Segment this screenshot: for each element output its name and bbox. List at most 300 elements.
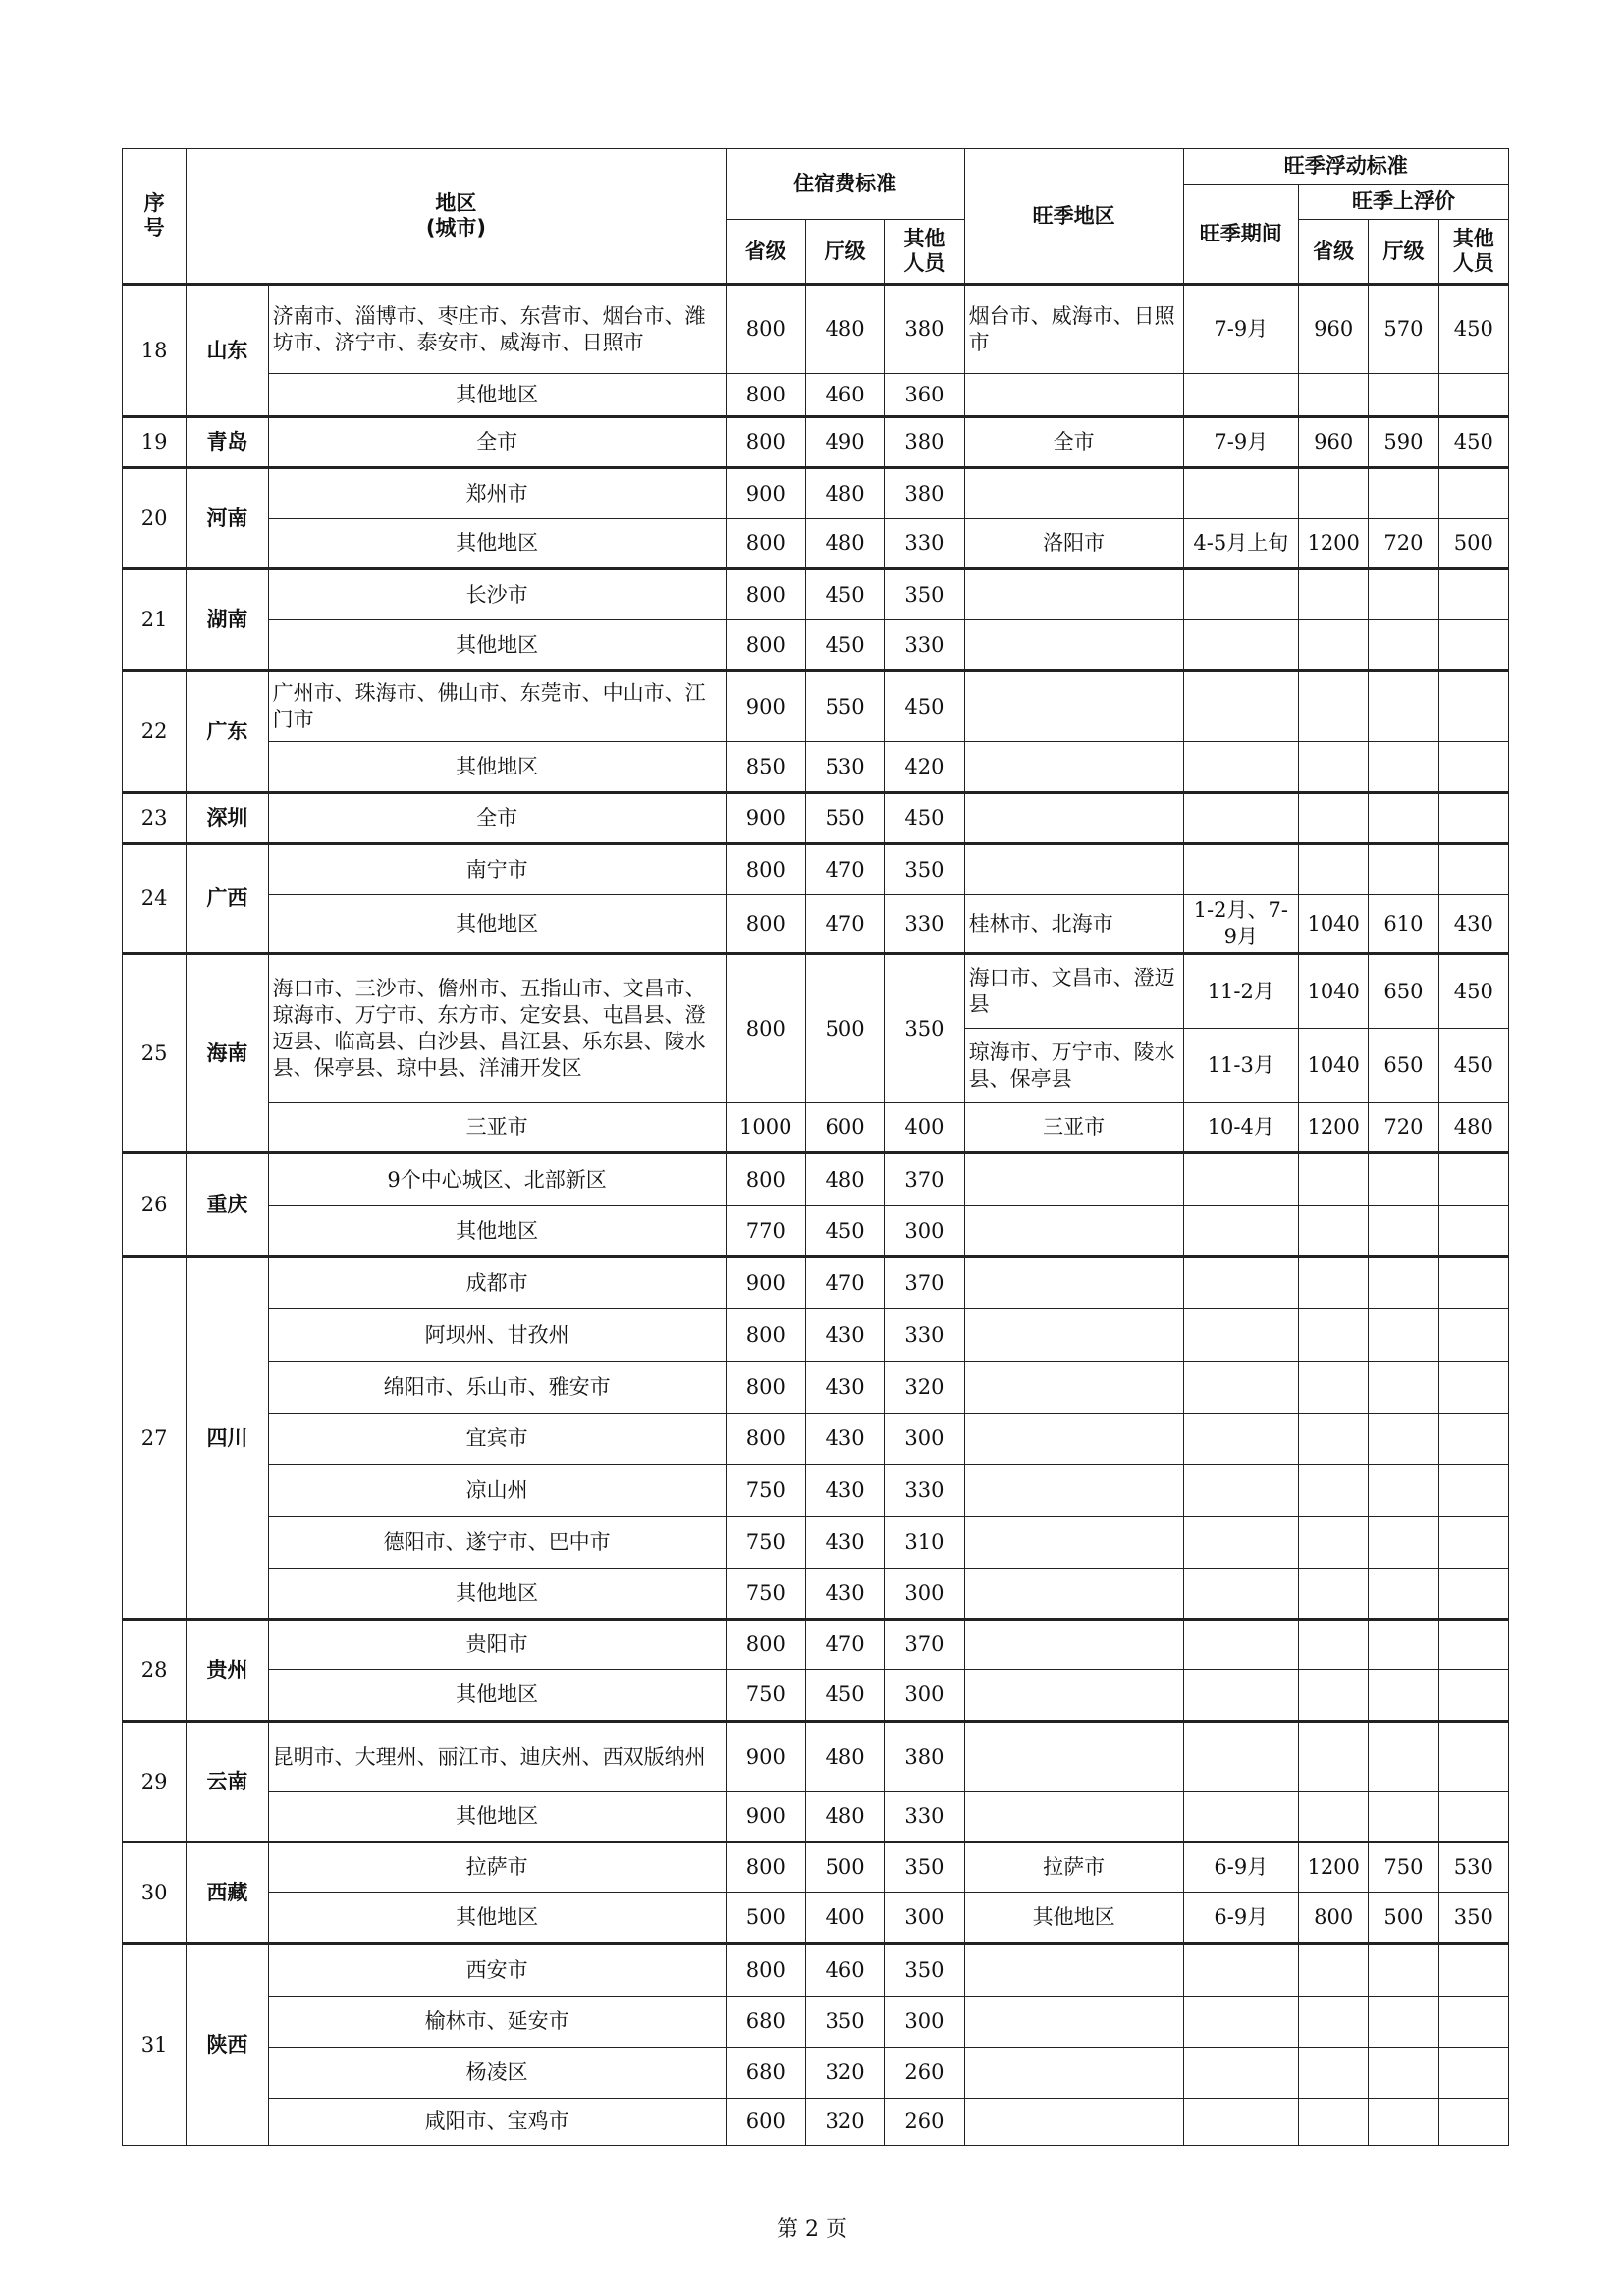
table-row: [123, 1893, 1509, 1944]
peak-region-cell: [964, 374, 1183, 417]
table-row: [123, 2048, 1509, 2099]
lodging-others-cell: 300: [885, 1997, 964, 2048]
peak-region-cell: [964, 1153, 1183, 1206]
header-provincial: 省级: [726, 220, 805, 285]
region-cell: 其他地区: [268, 374, 726, 417]
table-row: [123, 844, 1509, 895]
province-cell: 海南: [187, 954, 268, 1153]
lodging-bureau-cell: 470: [805, 895, 884, 954]
lodging-provincial-cell: 850: [726, 742, 805, 793]
lodging-bureau-cell: 530: [805, 742, 884, 793]
peak-period-cell: 11-2月: [1183, 954, 1298, 1029]
lodging-others-cell: 360: [885, 374, 964, 417]
lodging-bureau-cell: 430: [805, 1465, 884, 1517]
peak-period-cell: [1183, 1257, 1298, 1309]
region-cell: 阿坝州、甘孜州: [268, 1309, 726, 1362]
table-row: [123, 742, 1509, 793]
lodging-others-cell: 380: [885, 417, 964, 468]
province-cell: 广东: [187, 671, 268, 793]
table-row: [123, 569, 1509, 620]
peak-provincial-cell: [1299, 2048, 1369, 2099]
peak-region-cell: [964, 1257, 1183, 1309]
header-peak-markup: 旺季上浮价: [1299, 185, 1509, 220]
peak-bureau-cell: [1369, 2099, 1438, 2146]
lodging-others-cell: 350: [885, 569, 964, 620]
lodging-bureau-cell: 430: [805, 1517, 884, 1569]
lodging-bureau-cell: 470: [805, 1257, 884, 1309]
table-row: [123, 1944, 1509, 1997]
peak-provincial-cell: [1299, 1465, 1369, 1517]
peak-provincial-cell: 1040: [1299, 954, 1369, 1029]
region-cell: 其他地区: [268, 1206, 726, 1257]
peak-others-cell: [1438, 569, 1508, 620]
peak-bureau-cell: [1369, 374, 1438, 417]
lodging-bureau-cell: 450: [805, 1670, 884, 1722]
region-cell: 榆林市、延安市: [268, 1997, 726, 2048]
lodging-bureau-cell: 480: [805, 1792, 884, 1842]
header-peak-bureau: 厅级: [1369, 220, 1438, 285]
lodging-bureau-cell: 470: [805, 1620, 884, 1670]
peak-period-cell: [1183, 1153, 1298, 1206]
lodging-provincial-cell: 800: [726, 569, 805, 620]
lodging-others-cell: 300: [885, 1414, 964, 1465]
peak-region-cell: [964, 1670, 1183, 1722]
region-cell: 其他地区: [268, 1893, 726, 1944]
lodging-bureau-cell: 600: [805, 1103, 884, 1153]
peak-provincial-cell: [1299, 671, 1369, 742]
peak-region-cell: [964, 1944, 1183, 1997]
table-row: [123, 1620, 1509, 1670]
peak-bureau-cell: [1369, 468, 1438, 519]
peak-period-cell: [1183, 569, 1298, 620]
peak-bureau-cell: [1369, 1153, 1438, 1206]
peak-period-cell: [1183, 1414, 1298, 1465]
lodging-provincial-cell: 600: [726, 2099, 805, 2146]
peak-region-cell: [964, 620, 1183, 671]
province-cell: 四川: [187, 1257, 268, 1620]
peak-bureau-cell: 610: [1369, 895, 1438, 954]
peak-provincial-cell: [1299, 1309, 1369, 1362]
peak-provincial-cell: 1040: [1299, 1029, 1369, 1103]
peak-provincial-cell: [1299, 1792, 1369, 1842]
lodging-others-cell: 350: [885, 1842, 964, 1893]
lodging-others-cell: 330: [885, 895, 964, 954]
lodging-others-cell: 330: [885, 1465, 964, 1517]
lodging-bureau-cell: 550: [805, 793, 884, 844]
peak-bureau-cell: 650: [1369, 954, 1438, 1029]
peak-provincial-cell: [1299, 1944, 1369, 1997]
peak-bureau-cell: [1369, 1569, 1438, 1620]
lodging-provincial-cell: 900: [726, 1792, 805, 1842]
lodging-bureau-cell: 430: [805, 1414, 884, 1465]
province-cell: 深圳: [187, 793, 268, 844]
lodging-provincial-cell: 680: [726, 2048, 805, 2099]
peak-others-cell: [1438, 1362, 1508, 1414]
lodging-bureau-cell: 320: [805, 2099, 884, 2146]
lodging-bureau-cell: 450: [805, 620, 884, 671]
lodging-others-cell: 260: [885, 2099, 964, 2146]
peak-provincial-cell: [1299, 1670, 1369, 1722]
lodging-provincial-cell: 800: [726, 1842, 805, 1893]
peak-provincial-cell: [1299, 468, 1369, 519]
lodging-provincial-cell: 800: [726, 519, 805, 569]
lodging-provincial-cell: 900: [726, 468, 805, 519]
lodging-others-cell: 330: [885, 1792, 964, 1842]
peak-region-cell: 三亚市: [964, 1103, 1183, 1153]
table-row: [123, 519, 1509, 569]
peak-bureau-cell: 650: [1369, 1029, 1438, 1103]
lodging-bureau-cell: 490: [805, 417, 884, 468]
peak-bureau-cell: [1369, 1620, 1438, 1670]
peak-others-cell: [1438, 1792, 1508, 1842]
lodging-standard-table: [122, 148, 1509, 2146]
peak-period-cell: [1183, 1465, 1298, 1517]
table-row: [123, 2099, 1509, 2146]
peak-others-cell: [1438, 1670, 1508, 1722]
table-row: [123, 1517, 1509, 1569]
peak-others-cell: [1438, 1257, 1508, 1309]
lodging-others-cell: 370: [885, 1257, 964, 1309]
lodging-provincial-cell: 800: [726, 374, 805, 417]
table-row: [123, 1309, 1509, 1362]
lodging-others-cell: 450: [885, 671, 964, 742]
lodging-bureau-cell: 480: [805, 1153, 884, 1206]
peak-bureau-cell: [1369, 671, 1438, 742]
province-cell: 山东: [187, 285, 268, 417]
lodging-provincial-cell: 680: [726, 1997, 805, 2048]
lodging-provincial-cell: 770: [726, 1206, 805, 1257]
peak-provincial-cell: [1299, 1569, 1369, 1620]
peak-period-cell: [1183, 671, 1298, 742]
peak-bureau-cell: [1369, 844, 1438, 895]
peak-bureau-cell: [1369, 1792, 1438, 1842]
header-peak-period: 旺季期间: [1183, 185, 1298, 285]
peak-bureau-cell: 720: [1369, 1103, 1438, 1153]
lodging-bureau-cell: 460: [805, 374, 884, 417]
lodging-others-cell: 310: [885, 1517, 964, 1569]
lodging-provincial-cell: 800: [726, 417, 805, 468]
header-region: 地区 (城市): [187, 149, 726, 285]
peak-provincial-cell: [1299, 374, 1369, 417]
peak-provincial-cell: [1299, 1517, 1369, 1569]
lodging-provincial-cell: 800: [726, 1620, 805, 1670]
header-bureau: 厅级: [805, 220, 884, 285]
region-cell: 昆明市、大理州、丽江市、迪庆州、西双版纳州: [268, 1722, 726, 1792]
peak-others-cell: 530: [1438, 1842, 1508, 1893]
peak-period-cell: 6-9月: [1183, 1842, 1298, 1893]
table-row: [123, 1792, 1509, 1842]
region-cell: 西安市: [268, 1944, 726, 1997]
peak-provincial-cell: [1299, 742, 1369, 793]
peak-others-cell: [1438, 1944, 1508, 1997]
lodging-bureau-cell: 450: [805, 569, 884, 620]
lodging-others-cell: 400: [885, 1103, 964, 1153]
lodging-provincial-cell: 800: [726, 285, 805, 374]
peak-bureau-cell: [1369, 569, 1438, 620]
header-others: 其他 人员: [885, 220, 964, 285]
lodging-provincial-cell: 800: [726, 1153, 805, 1206]
province-cell: 云南: [187, 1722, 268, 1842]
peak-provincial-cell: 1200: [1299, 1842, 1369, 1893]
lodging-provincial-cell: 900: [726, 671, 805, 742]
peak-bureau-cell: [1369, 1414, 1438, 1465]
lodging-others-cell: 260: [885, 2048, 964, 2099]
region-cell: 9个中心城区、北部新区: [268, 1153, 726, 1206]
peak-region-cell: [964, 1206, 1183, 1257]
lodging-bureau-cell: 480: [805, 1722, 884, 1792]
lodging-others-cell: 300: [885, 1206, 964, 1257]
peak-period-cell: [1183, 844, 1298, 895]
peak-bureau-cell: [1369, 793, 1438, 844]
region-cell: 其他地区: [268, 1569, 726, 1620]
lodging-provincial-cell: 800: [726, 844, 805, 895]
peak-bureau-cell: [1369, 1517, 1438, 1569]
table-row: [123, 417, 1509, 468]
lodging-provincial-cell: 800: [726, 1309, 805, 1362]
peak-provincial-cell: [1299, 1206, 1369, 1257]
peak-others-cell: [1438, 1517, 1508, 1569]
peak-others-cell: 450: [1438, 285, 1508, 374]
peak-others-cell: [1438, 374, 1508, 417]
table-row: [123, 895, 1509, 954]
region-cell: 全市: [268, 793, 726, 844]
lodging-bureau-cell: 500: [805, 1842, 884, 1893]
lodging-others-cell: 380: [885, 468, 964, 519]
peak-bureau-cell: 590: [1369, 417, 1438, 468]
lodging-others-cell: 300: [885, 1893, 964, 1944]
lodging-bureau-cell: 430: [805, 1362, 884, 1414]
peak-others-cell: 480: [1438, 1103, 1508, 1153]
peak-bureau-cell: [1369, 1362, 1438, 1414]
seq-cell: 25: [123, 954, 187, 1153]
peak-period-cell: [1183, 468, 1298, 519]
peak-period-cell: [1183, 374, 1298, 417]
lodging-others-cell: 350: [885, 844, 964, 895]
table-row: [123, 1206, 1509, 1257]
peak-others-cell: [1438, 1569, 1508, 1620]
region-cell: 其他地区: [268, 1792, 726, 1842]
region-cell: 其他地区: [268, 519, 726, 569]
peak-region-cell: 桂林市、北海市: [964, 895, 1183, 954]
table-row: [123, 793, 1509, 844]
peak-region-cell: [964, 1362, 1183, 1414]
peak-provincial-cell: [1299, 1414, 1369, 1465]
peak-others-cell: 350: [1438, 1893, 1508, 1944]
region-cell: 长沙市: [268, 569, 726, 620]
peak-region-cell: [964, 793, 1183, 844]
region-cell: 凉山州: [268, 1465, 726, 1517]
lodging-bureau-cell: 480: [805, 468, 884, 519]
peak-provincial-cell: 1200: [1299, 1103, 1369, 1153]
peak-bureau-cell: [1369, 620, 1438, 671]
peak-bureau-cell: [1369, 1206, 1438, 1257]
peak-others-cell: [1438, 1722, 1508, 1792]
lodging-others-cell: 300: [885, 1569, 964, 1620]
peak-period-cell: [1183, 620, 1298, 671]
province-cell: 贵州: [187, 1620, 268, 1722]
region-cell: 南宁市: [268, 844, 726, 895]
region-cell: 其他地区: [268, 895, 726, 954]
lodging-bureau-cell: 470: [805, 844, 884, 895]
peak-region-cell: 洛阳市: [964, 519, 1183, 569]
peak-provincial-cell: [1299, 793, 1369, 844]
lodging-bureau-cell: 350: [805, 1997, 884, 2048]
peak-region-cell: [964, 1722, 1183, 1792]
peak-others-cell: [1438, 1309, 1508, 1362]
lodging-others-cell: 330: [885, 519, 964, 569]
peak-provincial-cell: [1299, 620, 1369, 671]
region-cell: 三亚市: [268, 1103, 726, 1153]
peak-period-cell: [1183, 1792, 1298, 1842]
peak-period-cell: 1-2月、7-9月: [1183, 895, 1298, 954]
peak-bureau-cell: [1369, 1944, 1438, 1997]
table-row: [123, 1722, 1509, 1792]
peak-bureau-cell: [1369, 1997, 1438, 2048]
peak-provincial-cell: 1200: [1299, 519, 1369, 569]
peak-others-cell: [1438, 620, 1508, 671]
peak-region-cell: [964, 1620, 1183, 1670]
peak-provincial-cell: [1299, 1362, 1369, 1414]
peak-period-cell: [1183, 1309, 1298, 1362]
header-peak-float-standard: 旺季浮动标准: [1183, 149, 1508, 185]
lodging-bureau-cell: 430: [805, 1309, 884, 1362]
peak-period-cell: 4-5月上旬: [1183, 519, 1298, 569]
province-cell: 西藏: [187, 1842, 268, 1944]
peak-region-cell: [964, 671, 1183, 742]
peak-bureau-cell: [1369, 1465, 1438, 1517]
lodging-provincial-cell: 900: [726, 1722, 805, 1792]
lodging-bureau-cell: 550: [805, 671, 884, 742]
peak-period-cell: [1183, 793, 1298, 844]
peak-region-cell: [964, 2099, 1183, 2146]
peak-period-cell: [1183, 1722, 1298, 1792]
region-cell: 成都市: [268, 1257, 726, 1309]
peak-region-cell: [964, 1414, 1183, 1465]
region-cell: 贵阳市: [268, 1620, 726, 1670]
region-cell: 其他地区: [268, 742, 726, 793]
peak-period-cell: [1183, 1569, 1298, 1620]
lodging-bureau-cell: 500: [805, 954, 884, 1103]
peak-region-cell: [964, 1465, 1183, 1517]
peak-period-cell: [1183, 2099, 1298, 2146]
lodging-bureau-cell: 460: [805, 1944, 884, 1997]
peak-provincial-cell: [1299, 569, 1369, 620]
table-row: [123, 374, 1509, 417]
peak-region-cell: [964, 2048, 1183, 2099]
region-cell: 咸阳市、宝鸡市: [268, 2099, 726, 2146]
peak-region-cell: [964, 1997, 1183, 2048]
lodging-provincial-cell: 750: [726, 1465, 805, 1517]
seq-cell: 30: [123, 1842, 187, 1944]
peak-bureau-cell: [1369, 742, 1438, 793]
lodging-provincial-cell: 750: [726, 1517, 805, 1569]
header-peak-provincial: 省级: [1299, 220, 1369, 285]
lodging-provincial-cell: 750: [726, 1569, 805, 1620]
peak-others-cell: [1438, 844, 1508, 895]
peak-region-cell: 全市: [964, 417, 1183, 468]
lodging-others-cell: 330: [885, 1309, 964, 1362]
peak-region-cell: 海口市、文昌市、澄迈县: [964, 954, 1183, 1029]
lodging-provincial-cell: 900: [726, 1257, 805, 1309]
lodging-provincial-cell: 800: [726, 1944, 805, 1997]
lodging-others-cell: 450: [885, 793, 964, 844]
peak-bureau-cell: 500: [1369, 1893, 1438, 1944]
lodging-others-cell: 330: [885, 620, 964, 671]
lodging-provincial-cell: 750: [726, 1670, 805, 1722]
region-cell: 宜宾市: [268, 1414, 726, 1465]
peak-others-cell: 450: [1438, 417, 1508, 468]
peak-provincial-cell: [1299, 844, 1369, 895]
seq-cell: 23: [123, 793, 187, 844]
peak-period-cell: [1183, 1997, 1298, 2048]
region-cell: 海口市、三沙市、儋州市、五指山市、文昌市、琼海市、万宁市、东方市、定安县、屯昌县、澄迈县、临高县、白沙县、昌江县、乐东县、陵水县、保亭县、琼中县、洋浦开发区: [268, 954, 726, 1103]
lodging-bureau-cell: 430: [805, 1569, 884, 1620]
peak-provincial-cell: [1299, 1722, 1369, 1792]
peak-others-cell: 500: [1438, 519, 1508, 569]
peak-region-cell: 琼海市、万宁市、陵水县、保亭县: [964, 1029, 1183, 1103]
peak-period-cell: [1183, 1206, 1298, 1257]
peak-region-cell: [964, 468, 1183, 519]
table-row: [123, 285, 1509, 374]
peak-period-cell: [1183, 1944, 1298, 1997]
table-row: [123, 1842, 1509, 1893]
region-cell: 全市: [268, 417, 726, 468]
peak-others-cell: [1438, 1997, 1508, 2048]
lodging-provincial-cell: 900: [726, 793, 805, 844]
peak-others-cell: 450: [1438, 1029, 1508, 1103]
lodging-others-cell: 370: [885, 1153, 964, 1206]
lodging-others-cell: 350: [885, 954, 964, 1103]
lodging-bureau-cell: 400: [805, 1893, 884, 1944]
lodging-others-cell: 370: [885, 1620, 964, 1670]
table-row: [123, 1103, 1509, 1153]
lodging-provincial-cell: 500: [726, 1893, 805, 1944]
lodging-provincial-cell: 800: [726, 1362, 805, 1414]
peak-region-cell: [964, 1517, 1183, 1569]
header-peak-others: 其他 人员: [1438, 220, 1508, 285]
table-row: [123, 468, 1509, 519]
province-cell: 广西: [187, 844, 268, 954]
peak-region-cell: [964, 1569, 1183, 1620]
peak-period-cell: [1183, 1620, 1298, 1670]
region-cell: 广州市、珠海市、佛山市、东莞市、中山市、江门市: [268, 671, 726, 742]
region-cell: 济南市、淄博市、枣庄市、东营市、烟台市、潍坊市、济宁市、泰安市、威海市、日照市: [268, 285, 726, 374]
header-peak-region: 旺季地区: [964, 149, 1183, 285]
province-cell: 重庆: [187, 1153, 268, 1257]
seq-cell: 24: [123, 844, 187, 954]
peak-provincial-cell: [1299, 1257, 1369, 1309]
table-row: [123, 1362, 1509, 1414]
lodging-bureau-cell: 480: [805, 285, 884, 374]
lodging-bureau-cell: 320: [805, 2048, 884, 2099]
peak-period-cell: 7-9月: [1183, 417, 1298, 468]
lodging-others-cell: 320: [885, 1362, 964, 1414]
seq-cell: 26: [123, 1153, 187, 1257]
lodging-provincial-cell: 800: [726, 895, 805, 954]
peak-others-cell: [1438, 468, 1508, 519]
peak-provincial-cell: 960: [1299, 417, 1369, 468]
peak-others-cell: [1438, 2099, 1508, 2146]
peak-others-cell: [1438, 1620, 1508, 1670]
peak-region-cell: 烟台市、威海市、日照市: [964, 285, 1183, 374]
peak-provincial-cell: [1299, 1153, 1369, 1206]
peak-bureau-cell: [1369, 2048, 1438, 2099]
peak-others-cell: [1438, 1414, 1508, 1465]
peak-bureau-cell: 750: [1369, 1842, 1438, 1893]
peak-others-cell: [1438, 2048, 1508, 2099]
peak-bureau-cell: [1369, 1670, 1438, 1722]
peak-bureau-cell: 720: [1369, 519, 1438, 569]
